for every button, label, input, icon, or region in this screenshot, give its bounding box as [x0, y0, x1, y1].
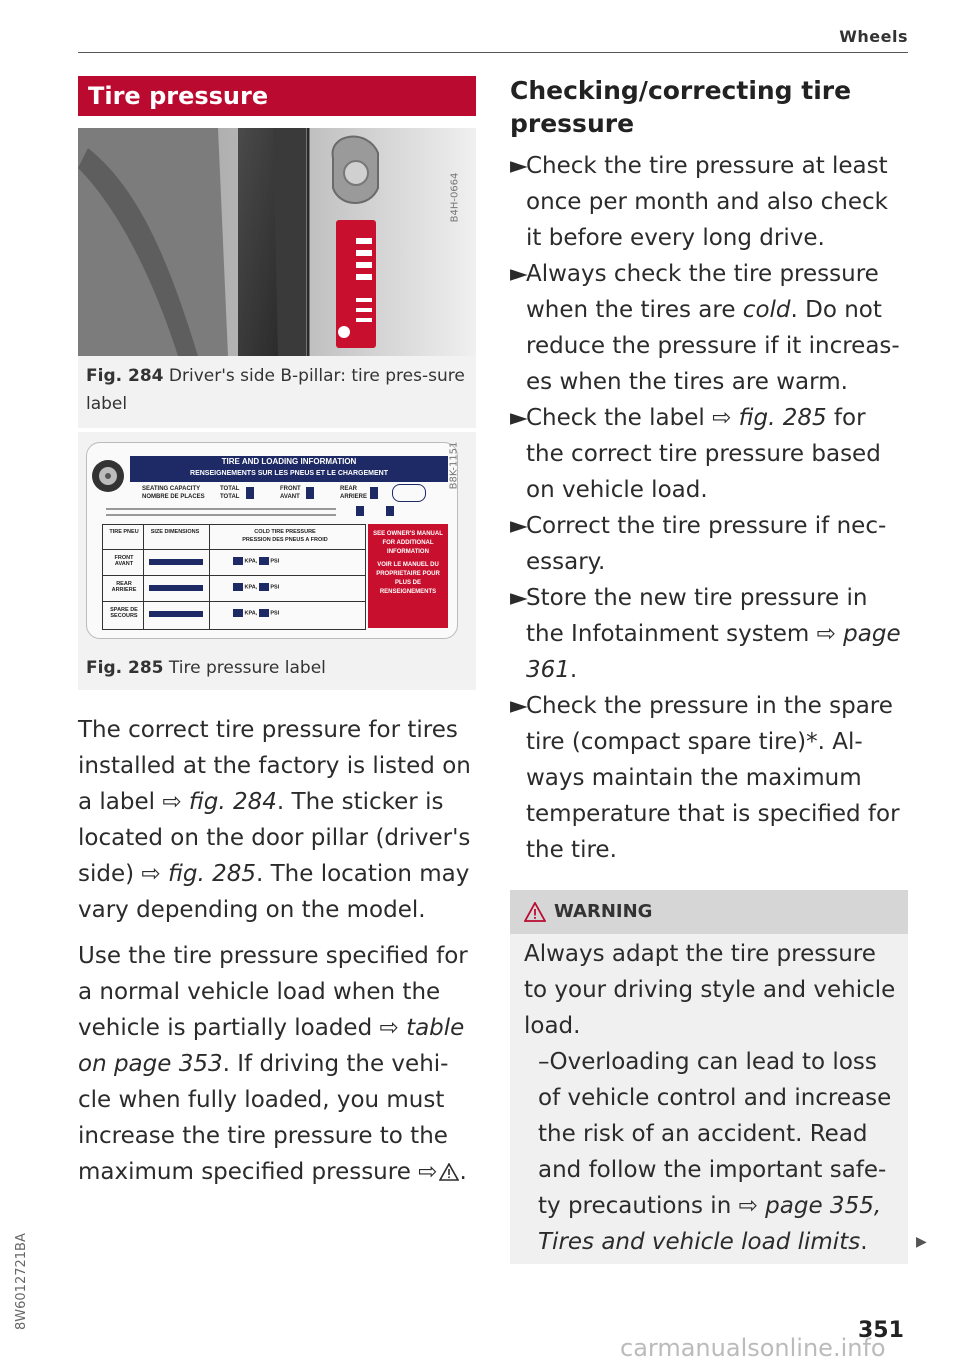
- arrow-right-icon: ►: [510, 261, 528, 287]
- arrow-right-icon: ►: [510, 405, 528, 431]
- sticker-front-box: [306, 487, 314, 499]
- sticker-front-en: FRONT: [280, 486, 301, 492]
- sticker-size-bar: [149, 585, 203, 591]
- step-item: ► Check the tire pressure at least once per month and also check it before every long drive.: [510, 148, 910, 256]
- section-heading: Checking/correcting tire pressure: [510, 76, 852, 138]
- sticker-total-fr: TOTAL: [220, 494, 240, 500]
- sticker-row-front: FRONT AVANT: [114, 555, 134, 567]
- arrow-right-icon: ►: [510, 153, 528, 179]
- warning-body: [510, 934, 908, 1260]
- tire-pressure-label-illustration: [86, 442, 466, 642]
- warning-header: [510, 890, 908, 934]
- sticker-col-tire: TIRE PNEU: [109, 529, 139, 535]
- sticker-side-en: SEE OWNER'S MANUAL FOR ADDITIONAL INFORMATION: [373, 531, 443, 555]
- figure-284-caption-text: Driver's side B-pillar: tire pres-sure label: [86, 366, 465, 414]
- left-body-text: [78, 712, 476, 1200]
- sticker-fineprint: [106, 508, 336, 510]
- arrow-right-icon: ►: [510, 513, 528, 539]
- sticker-title-en: TIRE AND LOADING INFORMATION: [221, 457, 357, 466]
- step-item: ► Check the pressure in the spare tire (compact spare tire)*. Al-ways maintain the maximum temperature that is specified for the tire.: [510, 688, 910, 868]
- sticker-col-cold-fr: PRESSION DES PNEUS A FROID: [242, 537, 328, 543]
- figure-284: [78, 128, 476, 428]
- page-number: 351: [858, 1318, 904, 1343]
- sticker-load-icon: [392, 484, 426, 502]
- sticker-row-rear: REAR ARRIERE: [111, 581, 137, 593]
- sticker-front-pressure: KPA, PSI: [233, 557, 279, 565]
- side-code: 8W6012721BA: [14, 1233, 29, 1330]
- sticker-row-spare: SPARE DE SECOURS: [110, 607, 138, 619]
- section-title: Wheels: [839, 27, 908, 46]
- b-pillar-photo: [78, 128, 476, 356]
- warning-text: Always adapt the tire pressure to your driving style and vehicle load.: [524, 941, 896, 1039]
- step-list: [510, 148, 910, 868]
- sticker-rear-box: [370, 487, 378, 499]
- fig-285-link[interactable]: ⇨ fig. 285: [141, 861, 256, 887]
- sticker-seating-row: [130, 484, 448, 504]
- figure-284-code: B4H-0664: [449, 172, 461, 223]
- warning-triangle-icon: [439, 1163, 459, 1181]
- step-item: ► Check the label ⇨ fig. 285 for the correct tire pressure based on vehicle load.: [510, 400, 910, 508]
- table-page-353-link[interactable]: ⇨ table on page 353: [78, 1015, 465, 1077]
- sticker-seating-en: SEATING CAPACITY: [142, 486, 201, 492]
- step-item: ► Always check the tire pressure when the tires are cold. Do not reduce the pressure if it increas-es when the tires are warm.: [510, 256, 910, 400]
- sticker-total-en: TOTAL: [220, 486, 240, 492]
- page-355-link[interactable]: ⇨ page 355, Tires and vehicle load limits: [538, 1193, 882, 1255]
- paragraph: The correct tire pressure for tires installed at the factory is listed on a label ⇨ fig. 284. The sticker is located on the door pillar (driver's side) ⇨ fig. 285. The location may vary depending on the model.: [78, 717, 471, 923]
- sticker-rear-pressure: KPA, PSI: [233, 583, 279, 591]
- arrow-right-icon: ►: [510, 693, 528, 719]
- warning-title: WARNING: [554, 901, 653, 922]
- fig-285-link[interactable]: ⇨ fig. 285: [712, 405, 827, 431]
- right-column: [510, 74, 910, 868]
- sticker-table: [102, 524, 366, 630]
- figure-285-caption-text: Tire pressure label: [168, 658, 326, 678]
- sticker-title-bar: [130, 456, 448, 482]
- sticker-lb-box: [386, 506, 394, 516]
- sticker-size-bar: [149, 611, 203, 617]
- sticker-rear-en: REAR: [340, 486, 358, 492]
- warning-link[interactable]: ⇨: [418, 1159, 459, 1185]
- sticker-col-cold: COLD TIRE PRESSURE: [254, 529, 316, 535]
- figure-285: [78, 432, 476, 690]
- sticker-side-panel: [368, 524, 448, 628]
- sticker-size-bar: [149, 559, 203, 565]
- paragraph: Use the tire pressure specified for a normal vehicle load when the vehicle is partially loaded ⇨ table on page 353. If driving the vehi-cle when fully loaded, you must increase the tire pressure to the maximum specified pressure ⇨ .: [78, 943, 468, 1185]
- header-rule: [78, 52, 908, 53]
- fig-284-link[interactable]: ⇨ fig. 284: [162, 789, 277, 815]
- sticker-kg-box: [356, 506, 364, 516]
- warning-box: [510, 890, 908, 1264]
- figure-285-label: Fig. 285: [86, 658, 164, 678]
- figure-285-caption: [86, 654, 466, 682]
- sticker-side-fr: VOIR LE MANUEL DU PROPRIETAIRE POUR PLUS DE RENSEIGNEMENTS: [376, 562, 440, 595]
- sticker-title-fr: RENSEIGNEMENTS SUR LES PNEUS ET LE CHARGEMENT: [190, 470, 388, 477]
- tire-icon: [90, 458, 126, 494]
- page-361-link[interactable]: ⇨ page 361: [526, 621, 901, 683]
- sticker-seating-fr: NOMBRE DE PLACES: [142, 494, 205, 500]
- step-item: ► Correct the tire pressure if nec-essary.: [510, 508, 910, 580]
- warning-text: –Overloading can lead to loss of vehicle control and increase the risk of an accident. Read and follow the important safe-ty precautions in ⇨ page 355, Tires and vehicle load limits.: [538, 1049, 892, 1255]
- sticker-front-fr: AVANT: [280, 494, 300, 500]
- figure-284-caption: [86, 362, 466, 418]
- sticker-spare-pressure: KPA, PSI: [233, 609, 279, 617]
- continue-icon: ▶: [916, 1234, 927, 1250]
- page-title-banner: Tire pressure: [78, 76, 476, 116]
- watermark: carmanualsonline.info: [620, 1334, 886, 1362]
- figure-285-code: B8K-1151: [448, 441, 460, 490]
- step-item: ► Store the new tire pressure in the Infotainment system ⇨ page 361.: [510, 580, 910, 688]
- sticker-fineprint: [106, 514, 336, 516]
- sticker-total-box: [246, 487, 254, 499]
- sticker-col-size: SIZE DIMENSIONS: [150, 529, 200, 535]
- warning-triangle-icon: [524, 902, 546, 922]
- figure-284-label: Fig. 284: [86, 366, 164, 386]
- arrow-right-icon: ►: [510, 585, 528, 611]
- sticker-rear-fr: ARRIERE: [340, 494, 368, 500]
